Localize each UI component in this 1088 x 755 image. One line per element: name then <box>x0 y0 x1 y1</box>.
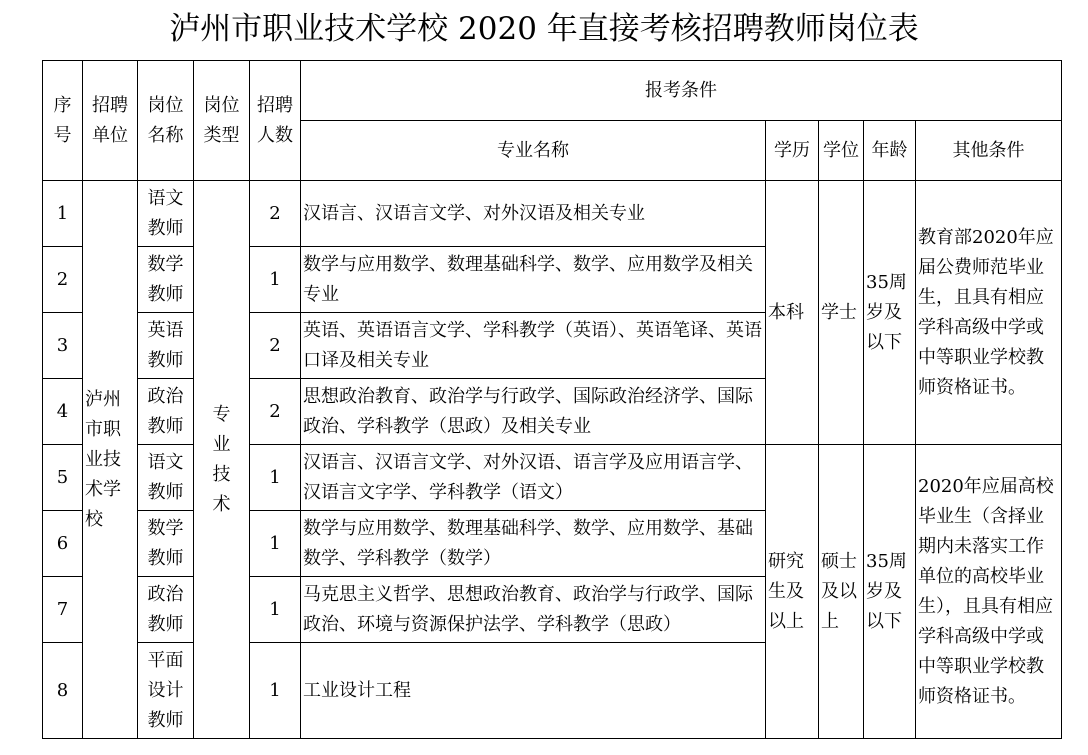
header-position-name: 岗位名称 <box>138 61 194 181</box>
position-name: 政治教师 <box>138 577 194 643</box>
row-seq: 6 <box>43 511 83 577</box>
degree-cell: 学士 <box>819 181 864 445</box>
row-seq: 4 <box>43 379 83 445</box>
row-count: 2 <box>250 181 301 247</box>
recruitment-table <box>42 60 1062 739</box>
row-seq: 1 <box>43 181 83 247</box>
header-education: 学历 <box>766 121 819 181</box>
row-major: 工业设计工程 <box>301 643 766 739</box>
row-count: 2 <box>250 379 301 445</box>
position-name: 语文教师 <box>138 445 194 511</box>
row-count: 1 <box>250 643 301 739</box>
row-count: 1 <box>250 247 301 313</box>
row-seq: 7 <box>43 577 83 643</box>
row-count: 1 <box>250 577 301 643</box>
header-position-type: 岗位类型 <box>194 61 250 181</box>
row-seq: 3 <box>43 313 83 379</box>
header-seq: 序号 <box>43 61 83 181</box>
age-cell: 35周岁及以下 <box>864 181 916 445</box>
other-conditions-cell: 教育部2020年应届公费师范毕业生，且具有相应学科高级中学或中等职业学校教师资格证书。 <box>916 181 1062 445</box>
header-age: 年龄 <box>864 121 916 181</box>
row-major: 马克思主义哲学、思想政治教育、政治学与行政学、国际政治、环境与资源保护法学、学科教学（思政） <box>301 577 766 643</box>
age-cell: 35周岁及以下 <box>864 445 916 739</box>
header-other: 其他条件 <box>916 121 1062 181</box>
other-conditions-cell: 2020年应届高校毕业生（含择业期内未落实工作单位的高校毕业生），且具有相应学科高级中学或中等职业学校教师资格证书。 <box>916 445 1062 739</box>
table-row <box>43 181 1062 247</box>
row-major: 汉语言、汉语言文学、对外汉语及相关专业 <box>301 181 766 247</box>
row-seq: 5 <box>43 445 83 511</box>
row-count: 1 <box>250 445 301 511</box>
row-major: 英语、英语语言文学、学科教学（英语）、英语笔译、英语口译及相关专业 <box>301 313 766 379</box>
row-seq: 8 <box>43 643 83 739</box>
row-major: 数学与应用数学、数理基础科学、数学、应用数学、基础数学、学科教学（数学） <box>301 511 766 577</box>
header-conditions: 报考条件 <box>301 61 1062 121</box>
position-name: 语文教师 <box>138 181 194 247</box>
header-count: 招聘人数 <box>250 61 301 181</box>
unit-cell: 泸州市职业技术学校 <box>83 181 138 739</box>
row-major: 数学与应用数学、数理基础科学、数学、应用数学及相关专业 <box>301 247 766 313</box>
position-name: 平面设计教师 <box>138 643 194 739</box>
row-major: 思想政治教育、政治学与行政学、国际政治经济学、国际政治、学科教学（思政）及相关专业 <box>301 379 766 445</box>
header-major: 专业名称 <box>301 121 766 181</box>
position-name: 政治教师 <box>138 379 194 445</box>
header-unit: 招聘单位 <box>83 61 138 181</box>
row-seq: 2 <box>43 247 83 313</box>
position-name: 数学教师 <box>138 511 194 577</box>
row-count: 1 <box>250 511 301 577</box>
position-name: 英语教师 <box>138 313 194 379</box>
row-major: 汉语言、汉语言文学、对外汉语、语言学及应用语言学、汉语言文字学、学科教学（语文） <box>301 445 766 511</box>
degree-cell: 硕士及以上 <box>819 445 864 739</box>
education-cell: 本科 <box>766 181 819 445</box>
row-count: 2 <box>250 313 301 379</box>
page-title: 泸州市职业技术学校 2020 年直接考核招聘教师岗位表 <box>169 11 919 47</box>
position-type-cell: 专业技术 <box>194 181 250 739</box>
position-name: 数学教师 <box>138 247 194 313</box>
header-degree: 学位 <box>819 121 864 181</box>
education-cell: 研究生及以上 <box>766 445 819 739</box>
